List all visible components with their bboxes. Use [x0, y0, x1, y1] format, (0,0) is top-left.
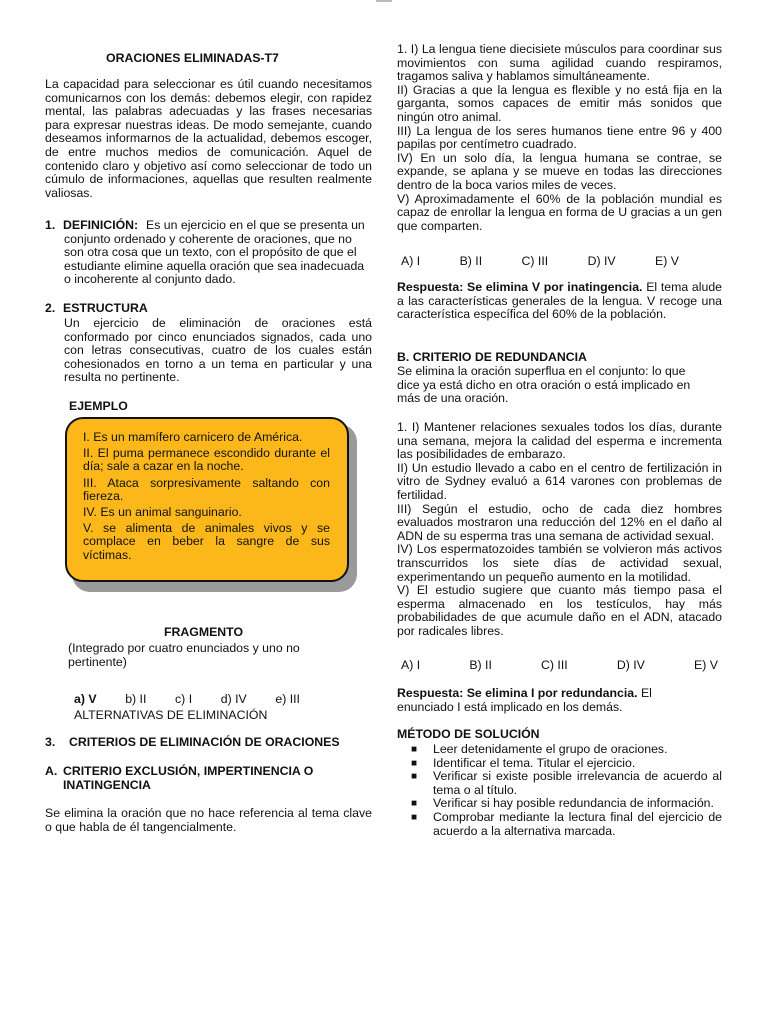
exercise-2-alternatives	[401, 658, 718, 672]
example-sentence: III. Ataca sorpresivamente saltando con fiereza.	[83, 475, 330, 503]
bullet-icon: ■	[411, 798, 418, 810]
list-item: ■ Verificar si hay posible redundancia de información.	[411, 796, 714, 811]
alternative-option: A) I	[401, 254, 421, 268]
alternative-option: E) V	[694, 658, 718, 672]
exercise-sentence: IV) En un solo día, la lengua humana se contrae, se expande, se aplana y se mueve en todas las direcciones dentro de la boca varios miles de veces.	[397, 150, 722, 192]
alternative-option: a) V	[74, 692, 97, 706]
alternative-option: e) III	[275, 692, 300, 706]
exercise-2	[397, 421, 722, 639]
exercise-sentence: 1. I) Mantener relaciones sexuales todos los días, durante una semana, mejora la calidad del esperma e incrementa las posibilidades de embarazo.	[397, 420, 722, 462]
bullet-icon: ■	[411, 744, 418, 755]
page-top-mark	[376, 0, 392, 2]
exercise-1	[397, 43, 722, 233]
metodo-heading: MÉTODO DE SOLUCIÓN	[397, 727, 540, 741]
bullet-icon: ■	[411, 811, 418, 823]
criterio-a-text: Se elimina la oración que no hace referencia al tema clave o que habla de él tangencialmente.	[45, 806, 372, 834]
definicion-heading: DEFINICIÓN:	[63, 218, 139, 232]
fragmento-heading: FRAGMENTO	[164, 625, 244, 639]
exercise-sentence: III) Según el estudio, ocho de cada diez hombres evaluados mostraron una reducción del 12% en el daño al ADN de su esperma tras una semana de actividad sexual.	[397, 501, 722, 543]
example-sentence: I. Es un mamífero carnicero de América.	[83, 430, 303, 444]
definicion-text: Es un ejercicio en el que se presenta un conjunto ordenado y coherente de oraciones, que no son otra cosa que un texto, con el propósito de que el estudiante elimine aquella oración que sea inadecuada o incoherente al conjunto dado.	[64, 218, 365, 287]
alternative-option: C) III	[521, 254, 549, 268]
example-box	[65, 417, 349, 582]
list-item: ■ Identificar el tema. Titular el ejercicio.	[411, 755, 636, 770]
criterios-heading: 3. CRITERIOS DE ELIMINACIÓN DE ORACIONES	[45, 735, 340, 749]
list-item: ■ Leer detenidamente el grupo de oraciones.	[411, 742, 668, 756]
fragmento-text: (Integrado por cuatro enunciados y uno no pertinente)	[68, 641, 300, 669]
exercise-sentence: III) La lengua de los seres humanos tiene entre 96 y 400 papilas por centímetro cuadrado.	[397, 123, 722, 152]
alternative-option: A) I	[401, 658, 421, 672]
criterio-b-heading: B. CRITERIO DE REDUNDANCIA	[397, 350, 587, 364]
respuesta-1: Respuesta: Se elimina V por inatingencia. El tema alude a las características generales de la lengua. V recoge una característica específica del 60% de la población.	[397, 280, 723, 322]
alternative-option: c) I	[175, 692, 193, 706]
list-item: ■ Comprobar mediante la lectura final del ejercicio de acuerdo a la alternativa marcada.	[411, 809, 722, 838]
exercise-sentence: V) El estudio sugiere que cuanto más tiempo pasa el esperma almacenado en los testículos, hay más probabilidades de que acumule daño en el ADN, atacado por radicales libres.	[397, 583, 722, 638]
ejemplo-heading: EJEMPLO	[69, 399, 128, 413]
page-title: ORACIONES ELIMINADAS-T7	[106, 51, 279, 65]
exercise-sentence: II) Un estudio llevado a cabo en el centro de fertilización in vitro de Sydney evaluó a 614 varones con problemas de fertilidad.	[397, 460, 722, 502]
alternative-option: C) III	[541, 658, 568, 672]
alternativas-list	[74, 692, 300, 706]
estructura-text: Un ejercicio de eliminación de oraciones está conformado por cinco enunciados signados, cada uno con letras consecutivas, cuatro de los cuales están cohesionados en torno a un tema en particular y una resulta no pertinente.	[64, 316, 372, 385]
criterio-b-text: Se elimina la oración superflua en el conjunto: lo que dice ya está dicho en otra oración o está implicado en más de una oración.	[397, 364, 691, 406]
metodo-list	[397, 743, 722, 838]
alternative-option: E) V	[655, 254, 679, 268]
example-sentence: IV. Es un animal sanguinario.	[83, 505, 242, 520]
respuesta-2: Respuesta: Se elimina I por redundancia. El enunciado I está implicado en los demás.	[397, 686, 652, 714]
alternative-option: d) IV	[220, 692, 247, 706]
estructura-heading: 2. ESTRUCTURA	[45, 301, 148, 315]
alternative-option: D) IV	[587, 254, 616, 268]
exercise-sentence: V) Aproximadamente el 60% de la población mundial es capaz de enrollar la lengua en forma de U gracias a un gen que comparten.	[397, 191, 722, 233]
example-sentence: II. El puma permanece escondido durante el día; sale a cazar en la noche.	[83, 446, 330, 474]
example-sentence: V. se alimenta de animales vivos y se complace en beber la sangre de sus víctimas.	[83, 521, 330, 562]
bullet-icon: ■	[411, 757, 418, 769]
alternativas-caption: ALTERNATIVAS DE ELIMINACIÓN	[74, 708, 268, 722]
alternative-option: D) IV	[616, 658, 645, 672]
exercise-sentence: II) Gracias a que la lengua es flexible y no está fija en la garganta, somos capaces de emitir más sonidos que ningún otro animal.	[397, 82, 722, 124]
bullet-icon: ■	[411, 771, 418, 783]
exercise-sentence: 1. I) La lengua tiene diecisiete músculos para coordinar sus movimientos con suma agilidad cuando respiramos, tragamos saliva y hablamos simultáneamente.	[397, 42, 722, 84]
alternative-option: B) II	[469, 658, 492, 672]
exercise-sentence: IV) Los espermatozoides también se volvieron más activos transcurridos los siete días de actividad sexual, experimentando un pequeño aumento en la motilidad.	[397, 542, 722, 584]
intro-paragraph: La capacidad para seleccionar es útil cuando necesitamos comunicarnos con los demás: debemos elegir, con rapidez mental, las palabras adecuadas y las frases necesarias para expresar nuestras ideas. De modo semejante, cuando deseamos informarnos de la actualidad, debemos escoger, de entre muchos medios de comunicación. Aquel de contenido claro y objetivo así como seleccionar de todo un cúmulo de informaciones, aquellas que resulten realmente valiosas.	[45, 77, 372, 200]
alternative-option: b) II	[125, 692, 147, 706]
alternative-option: B) II	[459, 254, 483, 268]
section-number: 1.	[45, 218, 56, 232]
criterio-a-heading: A. CRITERIO EXCLUSIÓN, IMPERTINENCIA O INATINGENCIA	[45, 764, 314, 792]
exercise-1-alternatives	[401, 254, 679, 268]
list-item: ■ Verificar si existe posible irrelevancia de acuerdo al tema o al título.	[411, 769, 722, 797]
